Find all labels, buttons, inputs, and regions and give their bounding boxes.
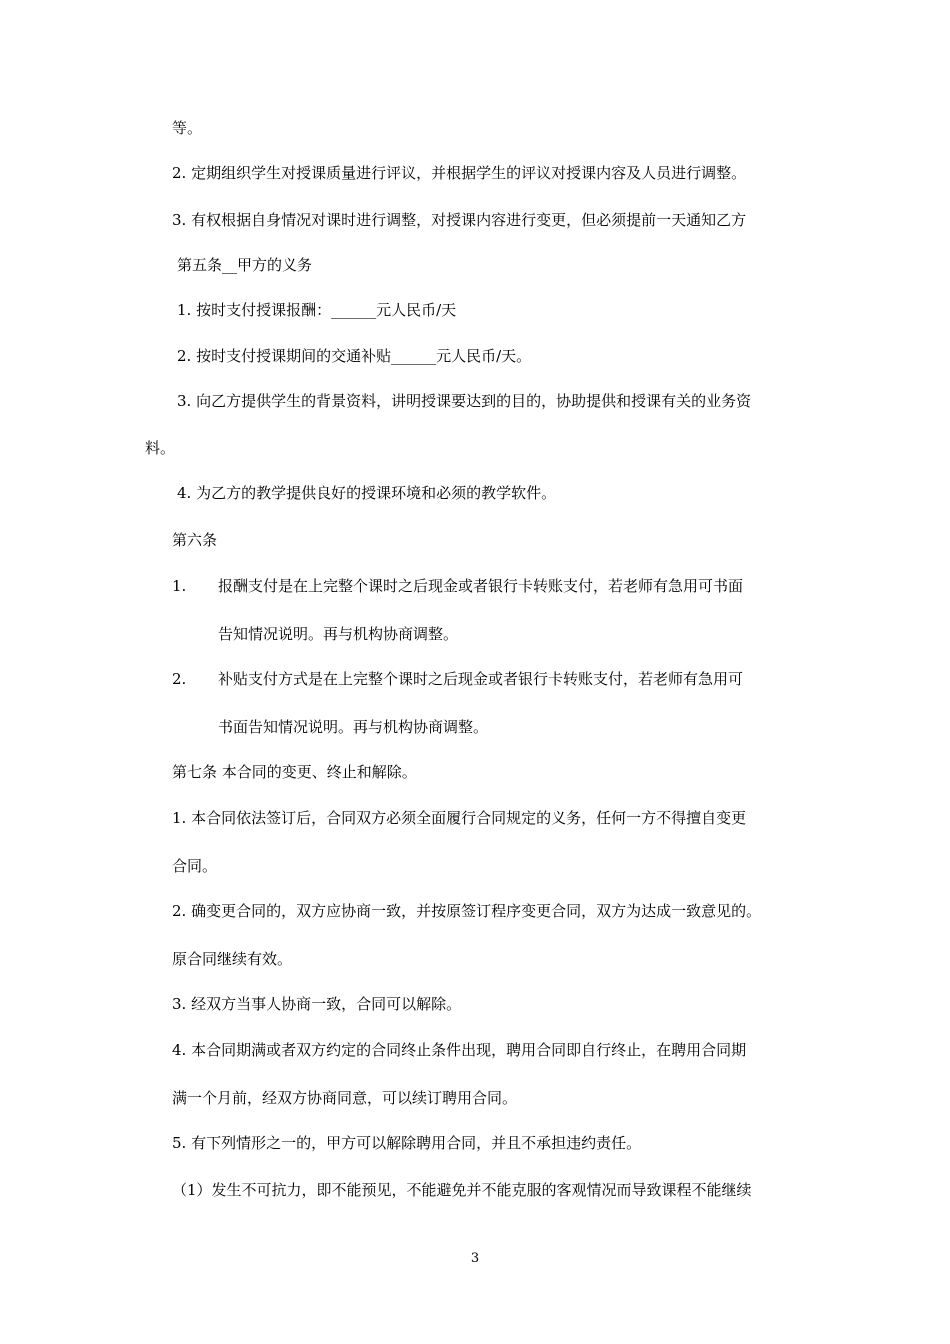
text-line: 告知情况说明。再与机构协商调整。 [218,625,459,643]
list-number: 1. [172,577,187,595]
text-line: 3. 向乙方提供学生的背景资料，讲明授课要达到的目的，协助提供和授课有关的业务资 [177,392,752,410]
text-line: 补贴支付方式是在上完整个课时之后现金或者银行卡转账支付，若老师有急用可 [218,670,744,688]
section-heading-5: 第五条__甲方的义务 [177,256,313,274]
section-heading-7: 第七条 本合同的变更、终止和解除。 [172,763,417,781]
text-line: 4. 为乙方的教学提供良好的授课环境和必须的教学软件。 [177,484,557,502]
text-line: 料。 [145,439,176,457]
page-number: 3 [470,1251,480,1266]
text-line: 1. 按时支付授课报酬：______元人民币/天 [177,301,457,319]
text-line: 满一个月前，经双方协商同意，可以续订聘用合同。 [172,1089,518,1107]
text-line: 4. 本合同期满或者双方约定的合同终止条件出现，聘用合同即自行终止，在聘用合同期 [172,1041,747,1059]
list-number: 2. [172,670,187,688]
text-line: （1）发生不可抗力，即不能预见，不能避免并不能克服的客观情况而导致课程不能继续 [172,1181,752,1199]
text-line: 1. 本合同依法签订后，合同双方必须全面履行合同规定的义务，任何一方不得擅自变更 [172,809,747,827]
section-heading-6: 第六条 [172,531,218,549]
text-line: 3. 有权根据自身情况对课时进行调整，对授课内容进行变更，但必须提前一天通知乙方 [172,211,747,229]
text-line: 5. 有下列情形之一的，甲方可以解除聘用合同，并且不承担违约责任。 [172,1134,642,1152]
text-line: 书面告知情况说明。再与机构协商调整。 [218,718,489,736]
text-line: 原合同继续有效。 [172,950,293,968]
text-line: 3. 经双方当事人协商一致，合同可以解除。 [172,995,462,1013]
text-line: 报酬支付是在上完整个课时之后现金或者银行卡转账支付，若老师有急用可书面 [218,577,744,595]
text-line: 合同。 [172,857,218,875]
text-line: 等。 [172,119,203,137]
text-line: 2. 定期组织学生对授课质量进行评议，并根据学生的评议对授课内容及人员进行调整。 [172,164,747,182]
text-line: 2. 按时支付授课期间的交通补贴______元人民币/天。 [177,347,532,365]
text-line: 2. 确变更合同的，双方应协商一致，并按原签订程序变更合同，双方为达成一致意见的。 [172,902,762,920]
